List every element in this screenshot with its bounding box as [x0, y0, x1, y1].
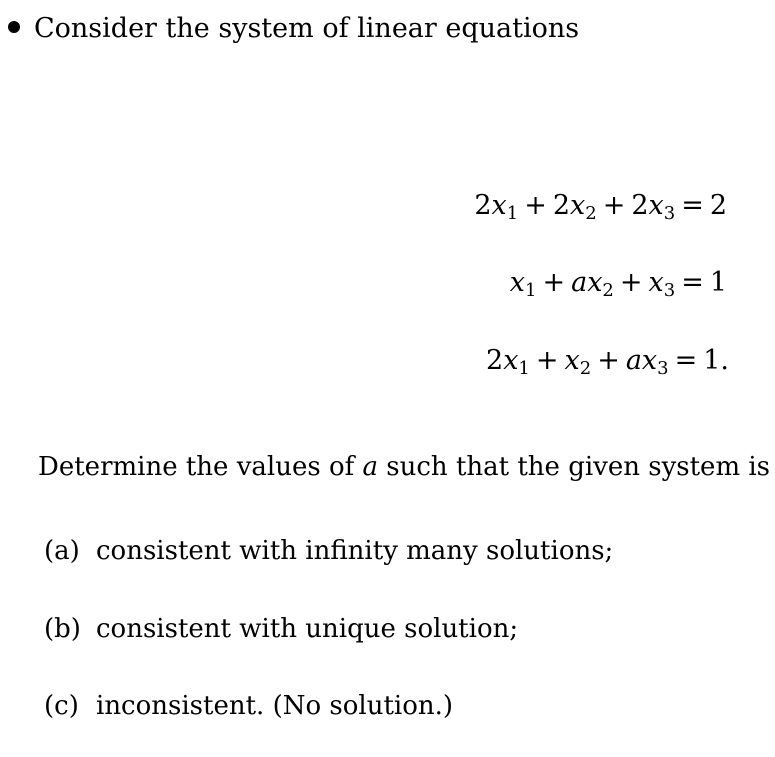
coefficient: a [625, 345, 642, 376]
equation-1 [474, 188, 727, 224]
equation-2 [510, 265, 727, 301]
coefficient: 2 [631, 190, 649, 221]
variable: x [491, 190, 507, 221]
bullet-icon [8, 21, 20, 33]
item-text: consistent with unique solution; [96, 614, 519, 644]
variable: x [564, 345, 580, 376]
variable: x [648, 267, 664, 298]
subscript: 1 [525, 280, 537, 301]
variable: x [509, 267, 525, 298]
operator: + [619, 267, 643, 298]
item-text: consistent with infinity many solutions; [96, 536, 614, 566]
subscript: 2 [602, 280, 614, 301]
equals-sign: = [681, 190, 704, 221]
equals-sign: = [674, 345, 698, 376]
operator: + [602, 190, 626, 221]
item-tag: (a) [44, 536, 80, 566]
prompt-text-start: Determine the values of [38, 452, 363, 482]
variable: x [587, 267, 603, 298]
subscript: 3 [657, 358, 669, 379]
intro-line [8, 10, 579, 48]
equation-3 [486, 343, 729, 379]
intro-text: Consider the system of linear equations [34, 13, 580, 44]
variable: x [570, 190, 586, 221]
right-hand-side: 1 [709, 267, 727, 298]
coefficient: 2 [552, 190, 570, 221]
coefficient: a [571, 267, 588, 298]
equals-sign: = [681, 267, 704, 298]
subscript: 1 [518, 358, 530, 379]
list-item [44, 533, 613, 569]
operator: + [542, 267, 566, 298]
variable: x [641, 345, 658, 376]
subscript: 3 [663, 203, 676, 224]
subscript: 3 [663, 280, 676, 301]
coefficient: 2 [486, 345, 504, 376]
list-item [44, 688, 453, 724]
item-tag: (b) [44, 614, 81, 644]
coefficient: 2 [474, 190, 492, 221]
variable: x [503, 345, 519, 376]
item-tag: (c) [44, 691, 79, 721]
variable: x [648, 190, 664, 221]
operator: + [524, 190, 547, 221]
operator: + [597, 345, 620, 376]
prompt-variable: a [362, 452, 379, 482]
question-prompt [38, 449, 770, 485]
item-text: inconsistent. (No solution.) [96, 691, 454, 721]
operator: + [535, 345, 559, 376]
list-item [44, 611, 518, 647]
subscript: 2 [585, 203, 597, 224]
right-hand-side: 2 [709, 190, 727, 221]
subscript: 2 [579, 358, 592, 379]
right-hand-side: 1. [703, 345, 729, 376]
prompt-text-end: such that the given system is [378, 452, 771, 482]
subscript: 1 [506, 203, 519, 224]
